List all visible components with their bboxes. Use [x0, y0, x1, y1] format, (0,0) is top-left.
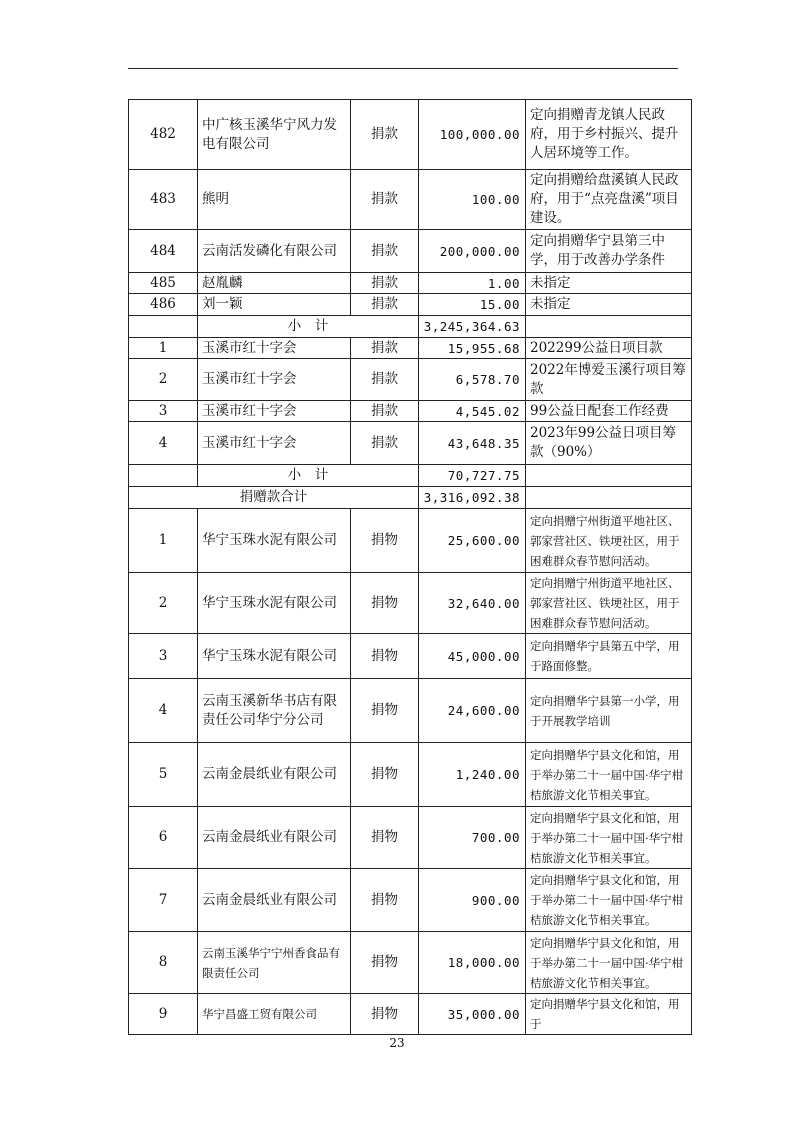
donation-note: 202299公益日项目款 [526, 338, 692, 359]
empty-cell [129, 316, 198, 338]
table-row [129, 573, 692, 634]
row-number: 3 [129, 634, 198, 679]
donation-type: 捐款 [351, 359, 419, 401]
total-label: 捐赠款合计 [129, 487, 419, 509]
donation-note: 定向捐赠宁州街道平地社区、郭家营社区、铁埂社区，用于困难群众春节慰问活动。 [526, 509, 692, 573]
donation-note: 未指定 [526, 273, 692, 294]
donor-name: 华宁玉珠水泥有限公司 [198, 509, 351, 573]
donor-name: 刘一颖 [198, 294, 351, 316]
donation-note: 定向捐赠华宁县第三中学，用于改善办学条件 [526, 230, 692, 273]
row-number: 4 [129, 422, 198, 465]
donor-name: 玉溪市红十字会 [198, 359, 351, 401]
donor-name: 云南玉溪新华书店有限责任公司华宁分公司 [198, 679, 351, 743]
donation-amount: 45,000.00 [419, 634, 526, 679]
table-row [129, 170, 692, 230]
donation-note: 2023年99公益日项目筹款（90%） [526, 422, 692, 465]
donor-name: 华宁玉珠水泥有限公司 [198, 634, 351, 679]
donation-amount: 18,000.00 [419, 932, 526, 994]
donation-type: 捐款 [351, 170, 419, 230]
table-row [129, 807, 692, 869]
donor-name: 玉溪市红十字会 [198, 338, 351, 359]
donation-amount: 100,000.00 [419, 100, 526, 170]
donor-name: 华宁玉珠水泥有限公司 [198, 573, 351, 634]
total-row [129, 487, 692, 509]
donation-type: 捐物 [351, 743, 419, 807]
donation-type: 捐款 [351, 338, 419, 359]
row-number: 1 [129, 338, 198, 359]
row-number: 486 [129, 294, 198, 316]
donation-type: 捐物 [351, 679, 419, 743]
table-row [129, 273, 692, 294]
table-row [129, 422, 692, 465]
donor-name: 云南金晨纸业有限公司 [198, 869, 351, 932]
row-number: 2 [129, 359, 198, 401]
donor-name: 云南金晨纸业有限公司 [198, 807, 351, 869]
table-row [129, 932, 692, 994]
subtotal-label: 小 计 [198, 316, 419, 338]
donation-type: 捐物 [351, 869, 419, 932]
subtotal-amount: 70,727.75 [419, 465, 526, 487]
donation-type: 捐物 [351, 807, 419, 869]
table-row [129, 743, 692, 807]
donation-amount: 43,648.35 [419, 422, 526, 465]
donor-name: 玉溪市红十字会 [198, 401, 351, 422]
table-row [129, 100, 692, 170]
donation-type: 捐物 [351, 634, 419, 679]
empty-cell [526, 316, 692, 338]
donation-note: 定向捐赠华宁县文化和馆，用于举办第二十一届中国·华宁柑桔旅游文化节相关事宜。 [526, 807, 692, 869]
donor-name: 熊明 [198, 170, 351, 230]
donation-type: 捐款 [351, 100, 419, 170]
row-number: 485 [129, 273, 198, 294]
donation-note: 定向捐赠华宁县文化和馆，用于举办第二十一届中国·华宁柑桔旅游文化节相关事宜。 [526, 869, 692, 932]
subtotal-label: 小 计 [198, 465, 419, 487]
table-row [129, 401, 692, 422]
donation-type: 捐款 [351, 230, 419, 273]
donation-note: 未指定 [526, 294, 692, 316]
table-row [129, 634, 692, 679]
donor-name: 云南金晨纸业有限公司 [198, 743, 351, 807]
donation-note: 定向捐赠给盘溪镇人民政府，用于“点亮盘溪”项目建设。 [526, 170, 692, 230]
donation-amount: 100.00 [419, 170, 526, 230]
donation-type: 捐物 [351, 573, 419, 634]
donation-note: 定向捐赠华宁县文化和馆，用于 [526, 994, 692, 1035]
donation-amount: 200,000.00 [419, 230, 526, 273]
subtotal-row [129, 465, 692, 487]
table-row [129, 679, 692, 743]
empty-cell [526, 465, 692, 487]
row-number: 3 [129, 401, 198, 422]
row-number: 1 [129, 509, 198, 573]
donation-amount: 700.00 [419, 807, 526, 869]
donation-type: 捐物 [351, 509, 419, 573]
donation-amount: 32,640.00 [419, 573, 526, 634]
row-number: 8 [129, 932, 198, 994]
subtotal-row [129, 316, 692, 338]
row-number: 482 [129, 100, 198, 170]
donation-note: 定向捐赠青龙镇人民政府，用于乡村振兴、提升人居环境等工作。 [526, 100, 692, 170]
table-row [129, 294, 692, 316]
donation-note: 99公益日配套工作经费 [526, 401, 692, 422]
donation-type: 捐款 [351, 273, 419, 294]
donation-table [128, 99, 692, 1035]
donation-amount: 900.00 [419, 869, 526, 932]
page-number: 23 [389, 1036, 405, 1050]
row-number: 484 [129, 230, 198, 273]
donation-type: 捐款 [351, 294, 419, 316]
row-number: 7 [129, 869, 198, 932]
donation-amount: 15.00 [419, 294, 526, 316]
table-row [129, 509, 692, 573]
donation-amount: 35,000.00 [419, 994, 526, 1035]
donation-amount: 25,600.00 [419, 509, 526, 573]
row-number: 9 [129, 994, 198, 1035]
row-number: 6 [129, 807, 198, 869]
table-row [129, 230, 692, 273]
donation-amount: 1.00 [419, 273, 526, 294]
empty-cell [526, 487, 692, 509]
subtotal-amount: 3,245,364.63 [419, 316, 526, 338]
header-rule [128, 68, 678, 69]
empty-cell [129, 465, 198, 487]
donation-type: 捐款 [351, 422, 419, 465]
row-number: 4 [129, 679, 198, 743]
table-row [129, 338, 692, 359]
donation-amount: 15,955.68 [419, 338, 526, 359]
donation-note: 定向捐赠华宁县第五中学，用于路面修整。 [526, 634, 692, 679]
table-row [129, 359, 692, 401]
donation-type: 捐物 [351, 994, 419, 1035]
table-row [129, 994, 692, 1035]
donor-name: 云南玉溪华宁宁州香食品有限责任公司 [198, 932, 351, 994]
donor-name: 玉溪市红十字会 [198, 422, 351, 465]
donor-name: 华宁昌盛工贸有限公司 [198, 994, 351, 1035]
donor-name: 中广核玉溪华宁风力发电有限公司 [198, 100, 351, 170]
table-row [129, 869, 692, 932]
donation-amount: 4,545.02 [419, 401, 526, 422]
donor-name: 云南活发磷化有限公司 [198, 230, 351, 273]
donation-amount: 1,240.00 [419, 743, 526, 807]
donation-amount: 24,600.00 [419, 679, 526, 743]
donation-note: 定向捐赠华宁县第一小学，用于开展教学培训 [526, 679, 692, 743]
donation-note: 定向捐赠华宁县文化和馆，用于举办第二十一届中国·华宁柑桔旅游文化节相关事宜。 [526, 743, 692, 807]
row-number: 2 [129, 573, 198, 634]
donation-type: 捐物 [351, 932, 419, 994]
row-number: 5 [129, 743, 198, 807]
donation-note: 2022年博爱玉溪行项目筹款 [526, 359, 692, 401]
donation-type: 捐款 [351, 401, 419, 422]
donation-amount: 6,578.70 [419, 359, 526, 401]
donation-note: 定向捐赠华宁县文化和馆，用于举办第二十一届中国·华宁柑桔旅游文化节相关事宜。 [526, 932, 692, 994]
donation-note: 定向捐赠宁州街道平地社区、郭家营社区、铁埂社区，用于困难群众春节慰问活动。 [526, 573, 692, 634]
total-amount: 3,316,092.38 [419, 487, 526, 509]
row-number: 483 [129, 170, 198, 230]
donor-name: 赵胤麟 [198, 273, 351, 294]
